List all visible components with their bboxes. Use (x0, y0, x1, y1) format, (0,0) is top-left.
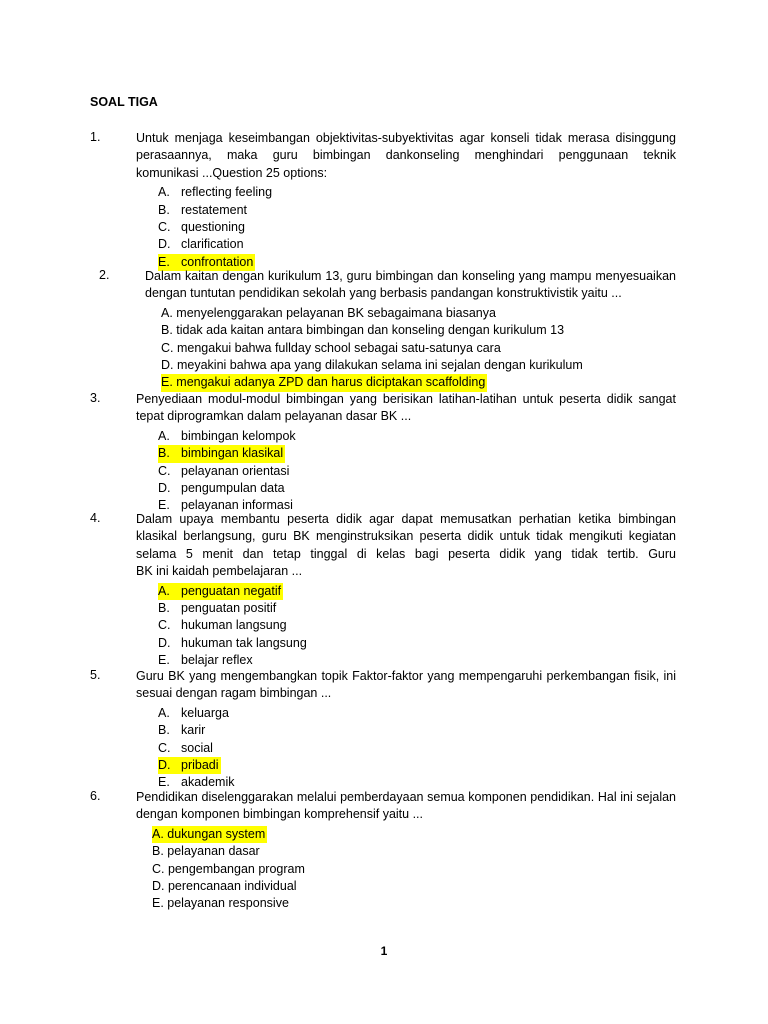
option-letter: A. (158, 705, 170, 720)
question-text (136, 130, 676, 182)
option-letter: D. (158, 480, 171, 495)
option-text: E. pelayanan responsive (152, 896, 289, 911)
option-text: D. meyakini bahwa apa yang dilakukan selama ini sejalan dengan kurikulum (161, 357, 583, 372)
option-list (152, 826, 305, 913)
option-letter: B. (158, 600, 170, 615)
option-text: bimbingan kelompok (181, 428, 296, 443)
answer-option (158, 219, 272, 236)
answer-option (152, 878, 305, 895)
question-number: 2. (99, 268, 110, 282)
answer-option (158, 184, 272, 201)
option-list (158, 705, 235, 792)
answer-option (158, 617, 307, 634)
option-text: hukuman langsung (181, 618, 287, 633)
highlighted-answer-text: pribadi (181, 757, 221, 774)
question-text-line: Pendidikan diselenggarakan melalui pemberdayaan semua komponen pendidikan. Hal ini sejalan (136, 790, 676, 804)
answer-option (158, 202, 272, 219)
question-text-line: perasaannya, maka guru bimbingan dankonseling menghindari penggunaan teknik (136, 148, 676, 163)
option-text: D. perencanaan individual (152, 878, 297, 893)
option-text: keluarga (181, 705, 229, 720)
option-text: penguatan positif (181, 600, 277, 615)
answer-option (158, 600, 307, 617)
answer-option (158, 480, 296, 497)
answer-option (158, 722, 235, 739)
option-letter: C. (158, 618, 171, 633)
question-text (136, 511, 676, 581)
option-letter: E. (158, 653, 170, 668)
answer-option (158, 428, 296, 445)
answer-option (152, 843, 305, 860)
option-text: C. mengakui bahwa fullday school sebagai satu-satunya cara (161, 340, 501, 355)
option-list (161, 305, 583, 392)
option-text: clarification (181, 237, 244, 252)
option-text: social (181, 740, 213, 755)
question-text (145, 268, 676, 303)
option-letter: A. (158, 185, 170, 200)
option-letter: D. (158, 635, 171, 650)
answer-option (152, 895, 305, 912)
question-text-line: dengan komponen bimbingan komprehensif yaitu ... (136, 807, 423, 822)
answer-option (158, 652, 307, 669)
highlighted-answer-text: confrontation (181, 254, 255, 271)
option-letter: A. (158, 583, 181, 600)
question-number: 3. (90, 391, 101, 405)
question-text-line: komunikasi ...Question 25 options: (136, 165, 328, 180)
option-text: pelayanan informasi (181, 498, 293, 513)
option-text: hukuman tak langsung (181, 635, 307, 650)
question-text-line: sesuai dengan ragam bimbingan ... (136, 686, 332, 701)
answer-option (152, 861, 305, 878)
option-letter: D. (158, 237, 171, 252)
question-number: 1. (90, 130, 101, 144)
answer-option (161, 305, 583, 322)
option-text: belajar reflex (181, 653, 253, 668)
question-text-line: Dalam kaitan dengan kurikulum 13, guru bimbingan dan konseling yang mampu menyesuaikan (145, 269, 676, 283)
highlighted-answer-text: A. dukungan system (152, 826, 267, 843)
highlighted-answer-text: bimbingan klasikal (181, 445, 285, 462)
answer-option (161, 357, 583, 374)
answer-option (161, 322, 583, 339)
answer-option (161, 374, 583, 391)
option-letter: B. (158, 202, 170, 217)
question-number: 6. (90, 789, 101, 803)
option-letter: B. (158, 723, 170, 738)
option-letter: E. (158, 775, 170, 790)
option-text: pelayanan orientasi (181, 463, 290, 478)
question-text-line: Penyediaan modul-modul bimbingan yang berisikan latihan-latihan untuk peserta didik sangat (136, 392, 676, 406)
option-text: B. tidak ada kaitan antara bimbingan dan konseling dengan kurikulum 13 (161, 323, 565, 338)
highlighted-answer-text: penguatan negatif (181, 583, 283, 600)
option-text: restatement (181, 202, 248, 217)
option-text: C. pengembangan program (152, 861, 305, 876)
option-letter: C. (158, 219, 171, 234)
question-text-line: selama 5 menit dan tetap tinggal di kelas bagi peserta didik yang tidak tertib. Guru (136, 546, 676, 561)
option-letter: C. (158, 740, 171, 755)
question-text-line: klasikal berlangsung, guru BK menginstruksikan peserta didik untuk tidak mengikuti kegiatan (136, 529, 676, 544)
page-number: 1 (380, 944, 388, 958)
answer-option (158, 463, 296, 480)
question-text-line: dengan tuntutan pendidikan sekolah yang berbasis pandangan konstruktivistik yaitu ... (145, 286, 622, 301)
option-letter: D. (158, 757, 181, 774)
option-letter: E. (158, 498, 170, 513)
option-text: questioning (181, 219, 245, 234)
question-number: 4. (90, 511, 101, 525)
option-text: A. menyelenggarakan pelayanan BK sebagaimana biasanya (161, 305, 496, 320)
question-text-line: Untuk menjaga keseimbangan objektivitas-subyektivitas agar konseli tidak merasa disinggung (136, 131, 676, 145)
question-text (136, 391, 676, 426)
option-letter: A. (158, 428, 170, 443)
question-number: 5. (90, 668, 101, 682)
answer-option (158, 740, 235, 757)
answer-option (158, 635, 307, 652)
option-text: pengumpulan data (181, 480, 285, 495)
question-text-line: Guru BK yang mengembangkan topik Faktor-faktor yang mempengaruhi perkembangan fisik, ini (136, 669, 676, 683)
option-letter: C. (158, 463, 171, 478)
answer-option (158, 236, 272, 253)
answer-option (158, 705, 235, 722)
option-letter: B. (158, 445, 181, 462)
option-text: akademik (181, 775, 235, 790)
question-text-line: tepat diprogramkan dalam pelayanan dasar BK ... (136, 409, 412, 424)
answer-option (158, 445, 296, 462)
question-text (136, 668, 676, 703)
highlighted-answer-text: E. mengakui adanya ZPD dan harus diciptakan scaffolding (161, 374, 487, 391)
option-list (158, 583, 307, 670)
option-list (158, 184, 272, 271)
option-list (158, 428, 296, 515)
question-text-line: Dalam upaya membantu peserta didik agar dapat memusatkan perhatian ketika bimbingan (136, 512, 676, 526)
document-title: SOAL TIGA (90, 95, 158, 109)
question-text-line: BK ini kaidah pembelajaran ... (136, 564, 303, 579)
option-text: karir (181, 723, 206, 738)
option-text: reflecting feeling (181, 185, 273, 200)
answer-option (158, 757, 235, 774)
option-letter: E. (158, 254, 181, 271)
answer-option (158, 583, 307, 600)
answer-option (152, 826, 305, 843)
option-text: B. pelayanan dasar (152, 844, 260, 859)
question-text (136, 789, 676, 824)
answer-option (161, 340, 583, 357)
